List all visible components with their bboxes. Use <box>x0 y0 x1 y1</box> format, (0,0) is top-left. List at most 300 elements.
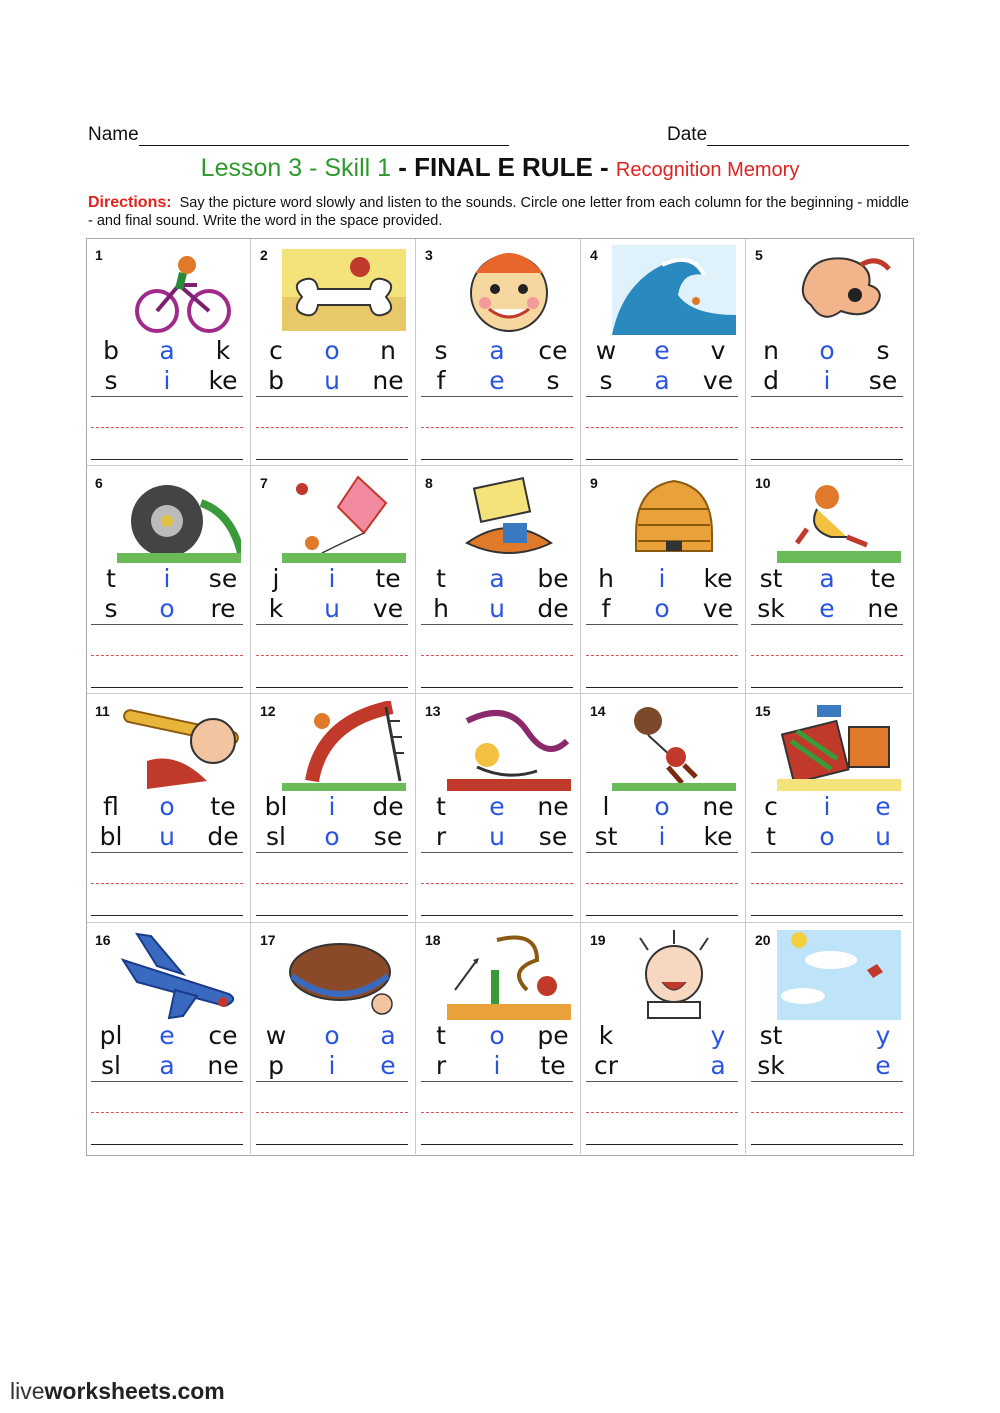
answer-line-top <box>751 1081 903 1082</box>
beginning-letter[interactable]: bl <box>99 822 123 851</box>
answer-line-bottom[interactable] <box>751 459 903 460</box>
word-cell <box>582 695 742 920</box>
letter-row <box>582 1022 742 1050</box>
beginning-letter[interactable]: s <box>599 366 613 395</box>
beginning-letter[interactable]: h <box>598 564 614 593</box>
final-letter[interactable]: e <box>380 1051 396 1080</box>
answer-line-top <box>256 396 408 397</box>
final-letter[interactable]: ve <box>702 366 734 395</box>
final-letter[interactable]: u <box>875 822 891 851</box>
letter-row <box>87 793 247 821</box>
answer-line-bottom[interactable] <box>586 459 738 460</box>
middle-letter[interactable]: a <box>489 564 505 593</box>
beginning-letter[interactable]: c <box>764 792 778 821</box>
letter-row <box>252 565 412 593</box>
final-letter[interactable]: ve <box>702 594 734 623</box>
answer-line-dashed <box>421 427 573 428</box>
cell-number: 12 <box>260 703 276 719</box>
letter-row <box>582 337 742 365</box>
answer-line-top <box>91 852 243 853</box>
cell-number: 5 <box>755 247 763 263</box>
cell-number: 20 <box>755 932 771 948</box>
beginning-letter[interactable]: d <box>763 366 779 395</box>
word-cell <box>87 467 247 692</box>
stone-icon <box>612 701 736 791</box>
answer-line-dashed <box>586 655 738 656</box>
cell-number: 16 <box>95 932 111 948</box>
column-divider <box>250 239 251 1154</box>
cell-number: 14 <box>590 703 606 719</box>
answer-line-dashed <box>256 1112 408 1113</box>
answer-line-top <box>91 624 243 625</box>
letter-row <box>417 793 577 821</box>
letter-row <box>417 1052 577 1080</box>
answer-line-dashed <box>421 1112 573 1113</box>
cell-number: 2 <box>260 247 268 263</box>
final-letter[interactable]: se <box>208 564 238 593</box>
directions-text: Say the picture word slowly and listen to the sounds. Circle one letter from each column for the beginning - middle - and final sound. Write the word in the space provided. <box>88 195 909 229</box>
footer-live: live <box>10 1378 45 1404</box>
slide-icon <box>282 701 406 791</box>
word-cell <box>252 467 412 692</box>
middle-letter[interactable]: u <box>324 366 340 395</box>
beginning-letter[interactable]: t <box>766 822 776 851</box>
answer-line-dashed <box>91 1112 243 1113</box>
page-title <box>0 152 1000 183</box>
answer-line-top <box>586 852 738 853</box>
word-cell <box>747 239 907 464</box>
answer-line-top <box>91 1081 243 1082</box>
answer-line-dashed <box>91 427 243 428</box>
final-letter[interactable]: te <box>540 1051 566 1080</box>
letter-row <box>747 565 907 593</box>
directions-label: Directions: <box>88 194 172 211</box>
answer-line-bottom[interactable] <box>586 687 738 688</box>
word-cell <box>417 239 577 464</box>
column-divider <box>745 239 746 1154</box>
letter-row <box>252 1052 412 1080</box>
final-letter[interactable]: a <box>710 1051 726 1080</box>
answer-line-dashed <box>586 1112 738 1113</box>
middle-letter[interactable]: e <box>819 594 835 623</box>
letter-row <box>87 1022 247 1050</box>
beginning-letter[interactable]: st <box>759 1021 783 1050</box>
middle-letter[interactable]: o <box>819 336 835 365</box>
beginning-letter[interactable]: n <box>763 336 779 365</box>
beginning-letter[interactable]: pl <box>99 1021 123 1050</box>
word-cell <box>87 695 247 920</box>
word-cell <box>417 924 577 1149</box>
tire-icon <box>117 473 241 563</box>
final-letter[interactable]: e <box>875 792 891 821</box>
beginning-letter[interactable]: fl <box>103 792 119 821</box>
cell-number: 9 <box>590 475 598 491</box>
beginning-letter[interactable]: l <box>602 792 610 821</box>
final-letter[interactable]: ce <box>208 1021 238 1050</box>
beginning-letter[interactable]: sl <box>101 1051 121 1080</box>
middle-letter[interactable]: i <box>658 564 666 593</box>
answer-line-top <box>586 396 738 397</box>
letter-row <box>252 337 412 365</box>
final-letter[interactable]: ke <box>703 822 733 851</box>
letter-row <box>582 595 742 623</box>
beginning-letter[interactable]: s <box>434 336 448 365</box>
answer-line-top <box>421 852 573 853</box>
letter-row <box>87 367 247 395</box>
letter-row <box>747 1022 907 1050</box>
beginning-letter[interactable]: t <box>436 792 446 821</box>
directions <box>88 194 914 230</box>
beginning-letter[interactable]: j <box>272 564 280 593</box>
answer-line-top <box>421 624 573 625</box>
letter-row <box>582 565 742 593</box>
letter-row <box>747 337 907 365</box>
beginning-letter[interactable]: w <box>265 1021 287 1050</box>
middle-letter[interactable]: i <box>328 1051 336 1080</box>
answer-line-top <box>751 624 903 625</box>
middle-letter[interactable]: e <box>159 1021 175 1050</box>
middle-letter[interactable]: e <box>489 366 505 395</box>
answer-line-dashed <box>751 427 903 428</box>
middle-letter[interactable]: o <box>654 792 670 821</box>
final-letter[interactable]: se <box>373 822 403 851</box>
name-blank[interactable] <box>139 127 509 146</box>
middle-letter[interactable]: o <box>654 594 670 623</box>
answer-line-dashed <box>421 655 573 656</box>
letter-row <box>747 793 907 821</box>
letter-row <box>417 595 577 623</box>
final-letter[interactable]: ve <box>372 594 404 623</box>
beginning-letter[interactable]: r <box>435 822 447 851</box>
word-cell <box>747 695 907 920</box>
beginning-letter[interactable]: c <box>269 336 283 365</box>
nose-icon <box>777 245 901 335</box>
date-blank[interactable] <box>707 127 909 146</box>
letter-row <box>747 823 907 851</box>
final-letter[interactable]: re <box>210 594 236 623</box>
cry-icon <box>612 930 736 1020</box>
letter-row <box>747 367 907 395</box>
beginning-letter[interactable]: cr <box>593 1051 619 1080</box>
beginning-letter[interactable]: b <box>268 366 284 395</box>
row-divider <box>87 693 912 694</box>
cell-number: 17 <box>260 932 276 948</box>
final-letter[interactable]: ce <box>538 336 568 365</box>
middle-letter[interactable]: i <box>163 366 171 395</box>
middle-letter[interactable]: u <box>324 594 340 623</box>
final-letter[interactable]: ne <box>702 792 734 821</box>
name-field[interactable] <box>88 124 509 146</box>
word-cell <box>87 239 247 464</box>
answer-line-dashed <box>751 883 903 884</box>
word-cell <box>417 695 577 920</box>
final-letter[interactable]: de <box>537 594 569 623</box>
answer-line-bottom[interactable] <box>256 459 408 460</box>
cell-number: 3 <box>425 247 433 263</box>
kite-icon <box>282 473 406 563</box>
middle-letter[interactable]: i <box>328 564 336 593</box>
pie-icon <box>282 930 406 1020</box>
answer-line-top <box>421 396 573 397</box>
final-letter[interactable]: ke <box>703 564 733 593</box>
final-letter[interactable]: se <box>868 366 898 395</box>
answer-line-top <box>256 624 408 625</box>
rule-label: - FINAL E RULE - <box>391 152 616 182</box>
final-letter[interactable]: ke <box>208 366 238 395</box>
answer-line-top <box>256 1081 408 1082</box>
row-divider <box>87 465 912 466</box>
middle-letter[interactable]: e <box>654 336 670 365</box>
answer-line-bottom[interactable] <box>751 915 903 916</box>
lesson-label: Lesson 3 - Skill 1 <box>200 154 392 182</box>
middle-letter[interactable]: o <box>324 336 340 365</box>
answer-line-bottom[interactable] <box>91 1144 243 1145</box>
memory-label: Recognition Memory <box>615 159 800 181</box>
name-label: Name <box>88 124 139 145</box>
answer-line-bottom[interactable] <box>91 687 243 688</box>
beginning-letter[interactable]: h <box>433 594 449 623</box>
answer-line-bottom[interactable] <box>91 915 243 916</box>
beginning-letter[interactable]: bl <box>264 792 288 821</box>
answer-line-dashed <box>256 427 408 428</box>
letter-row <box>582 367 742 395</box>
cell-number: 6 <box>95 475 103 491</box>
letter-row <box>417 1022 577 1050</box>
date-field[interactable] <box>667 124 909 146</box>
letter-row <box>417 565 577 593</box>
answer-line-bottom[interactable] <box>421 687 573 688</box>
letter-row <box>747 595 907 623</box>
beginning-letter[interactable]: f <box>436 366 446 395</box>
worksheet-grid <box>86 238 914 1156</box>
letter-row <box>87 1052 247 1080</box>
answer-line-dashed <box>751 655 903 656</box>
answer-line-bottom[interactable] <box>256 687 408 688</box>
answer-line-dashed <box>91 883 243 884</box>
middle-letter[interactable]: e <box>489 792 505 821</box>
flute-icon <box>117 701 241 791</box>
letter-row <box>87 565 247 593</box>
final-letter[interactable]: be <box>537 564 569 593</box>
answer-line-dashed <box>751 1112 903 1113</box>
letter-row <box>582 793 742 821</box>
answer-line-bottom[interactable] <box>91 459 243 460</box>
middle-letter[interactable]: u <box>489 594 505 623</box>
answer-line-bottom[interactable] <box>751 1144 903 1145</box>
word-cell <box>252 924 412 1149</box>
beginning-letter[interactable]: k <box>268 594 284 623</box>
column-divider <box>415 239 416 1154</box>
beginning-letter[interactable]: sk <box>757 594 785 623</box>
middle-letter[interactable]: a <box>159 336 175 365</box>
letter-row <box>252 793 412 821</box>
answer-line-bottom[interactable] <box>586 915 738 916</box>
bike-icon <box>117 245 241 335</box>
beginning-letter[interactable]: sk <box>757 1051 785 1080</box>
final-letter[interactable]: ne <box>537 792 569 821</box>
cell-number: 11 <box>95 703 110 719</box>
cell-number: 10 <box>755 475 771 491</box>
cell-number: 1 <box>95 247 103 263</box>
header-row <box>88 124 914 150</box>
answer-line-bottom[interactable] <box>256 915 408 916</box>
word-cell <box>252 239 412 464</box>
footer-logo <box>10 1378 225 1405</box>
beginning-letter[interactable]: s <box>104 366 118 395</box>
letter-row <box>417 823 577 851</box>
word-cell <box>582 467 742 692</box>
middle-letter[interactable]: i <box>658 822 666 851</box>
middle-letter[interactable]: u <box>489 822 505 851</box>
word-cell <box>747 924 907 1149</box>
answer-line-dashed <box>586 883 738 884</box>
middle-letter[interactable]: o <box>324 822 340 851</box>
skate-icon <box>777 473 901 563</box>
answer-line-top <box>421 1081 573 1082</box>
final-letter[interactable]: ne <box>372 366 404 395</box>
cell-number: 19 <box>590 932 606 948</box>
cell-number: 18 <box>425 932 441 948</box>
middle-letter[interactable]: o <box>324 1021 340 1050</box>
letter-row <box>417 337 577 365</box>
word-cell <box>417 467 577 692</box>
answer-line-bottom[interactable] <box>421 459 573 460</box>
beginning-letter[interactable]: w <box>595 336 617 365</box>
final-letter[interactable]: pe <box>537 1021 569 1050</box>
middle-letter[interactable]: i <box>493 1051 501 1080</box>
final-letter[interactable]: n <box>380 336 396 365</box>
answer-line-bottom[interactable] <box>421 1144 573 1145</box>
beginning-letter[interactable]: b <box>103 336 119 365</box>
letter-row <box>252 367 412 395</box>
answer-line-dashed <box>256 655 408 656</box>
wave-icon <box>612 245 736 335</box>
cell-number: 8 <box>425 475 433 491</box>
sky-icon <box>777 930 901 1020</box>
letter-row <box>87 595 247 623</box>
letter-row <box>252 1022 412 1050</box>
final-letter[interactable]: te <box>375 564 401 593</box>
final-letter[interactable]: y <box>875 1021 891 1050</box>
letter-row <box>582 823 742 851</box>
row-divider <box>87 922 912 923</box>
cell-number: 15 <box>755 703 771 719</box>
middle-letter[interactable]: i <box>328 792 336 821</box>
beginning-letter[interactable]: t <box>436 564 446 593</box>
beginning-letter[interactable]: st <box>594 822 618 851</box>
word-cell <box>87 924 247 1149</box>
answer-line-bottom[interactable] <box>586 1144 738 1145</box>
letter-row <box>87 337 247 365</box>
word-cell <box>252 695 412 920</box>
answer-line-top <box>751 396 903 397</box>
face-icon <box>447 245 571 335</box>
middle-letter[interactable]: i <box>823 792 831 821</box>
beginning-letter[interactable]: k <box>598 1021 614 1050</box>
beginning-letter[interactable]: r <box>435 1051 447 1080</box>
answer-line-top <box>586 1081 738 1082</box>
middle-letter[interactable]: a <box>819 564 835 593</box>
rope-icon <box>447 930 571 1020</box>
final-letter[interactable]: te <box>870 564 896 593</box>
cube-icon <box>777 701 901 791</box>
plane-icon <box>117 930 241 1020</box>
final-letter[interactable]: te <box>210 792 236 821</box>
answer-line-dashed <box>256 883 408 884</box>
final-letter[interactable]: ne <box>867 594 899 623</box>
answer-line-top <box>256 852 408 853</box>
column-divider <box>580 239 581 1154</box>
letter-row <box>252 823 412 851</box>
answer-line-bottom[interactable] <box>421 915 573 916</box>
middle-letter[interactable]: u <box>159 822 175 851</box>
footer-worksheets: worksheets.com <box>44 1378 225 1404</box>
middle-letter[interactable]: a <box>159 1051 175 1080</box>
tube-icon <box>447 473 571 563</box>
tune-icon <box>447 701 571 791</box>
letter-row <box>747 1052 907 1080</box>
letter-row <box>252 595 412 623</box>
beginning-letter[interactable]: s <box>104 594 118 623</box>
answer-line-dashed <box>586 427 738 428</box>
final-letter[interactable]: k <box>215 336 231 365</box>
final-letter[interactable]: e <box>875 1051 891 1080</box>
final-letter[interactable]: y <box>710 1021 726 1050</box>
cell-number: 4 <box>590 247 598 263</box>
middle-letter[interactable]: o <box>819 822 835 851</box>
answer-line-bottom[interactable] <box>751 687 903 688</box>
middle-letter[interactable]: a <box>489 336 505 365</box>
middle-letter[interactable]: o <box>159 792 175 821</box>
letter-row <box>87 823 247 851</box>
final-letter[interactable]: ne <box>207 1051 239 1080</box>
middle-letter[interactable]: a <box>654 366 670 395</box>
beginning-letter[interactable]: t <box>436 1021 446 1050</box>
final-letter[interactable]: se <box>538 822 568 851</box>
answer-line-top <box>751 852 903 853</box>
date-label: Date <box>667 124 708 145</box>
beginning-letter[interactable]: sl <box>266 822 286 851</box>
word-cell <box>747 467 907 692</box>
final-letter[interactable]: s <box>876 336 890 365</box>
word-cell <box>582 924 742 1149</box>
final-letter[interactable]: a <box>380 1021 396 1050</box>
bone-icon <box>282 245 406 335</box>
final-letter[interactable]: de <box>372 792 404 821</box>
letter-row <box>417 367 577 395</box>
middle-letter[interactable]: i <box>163 564 171 593</box>
letter-row <box>582 1052 742 1080</box>
middle-letter[interactable]: o <box>159 594 175 623</box>
middle-letter[interactable]: o <box>489 1021 505 1050</box>
beginning-letter[interactable]: st <box>759 564 783 593</box>
final-letter[interactable]: v <box>710 336 726 365</box>
word-cell <box>582 239 742 464</box>
final-letter[interactable]: s <box>546 366 560 395</box>
answer-line-bottom[interactable] <box>256 1144 408 1145</box>
middle-letter[interactable]: i <box>823 366 831 395</box>
answer-line-dashed <box>91 655 243 656</box>
cell-number: 13 <box>425 703 441 719</box>
beginning-letter[interactable]: p <box>268 1051 284 1080</box>
final-letter[interactable]: de <box>207 822 239 851</box>
answer-line-dashed <box>421 883 573 884</box>
cell-number: 7 <box>260 475 268 491</box>
beginning-letter[interactable]: f <box>601 594 611 623</box>
hive-icon <box>612 473 736 563</box>
beginning-letter[interactable]: t <box>106 564 116 593</box>
answer-line-top <box>586 624 738 625</box>
